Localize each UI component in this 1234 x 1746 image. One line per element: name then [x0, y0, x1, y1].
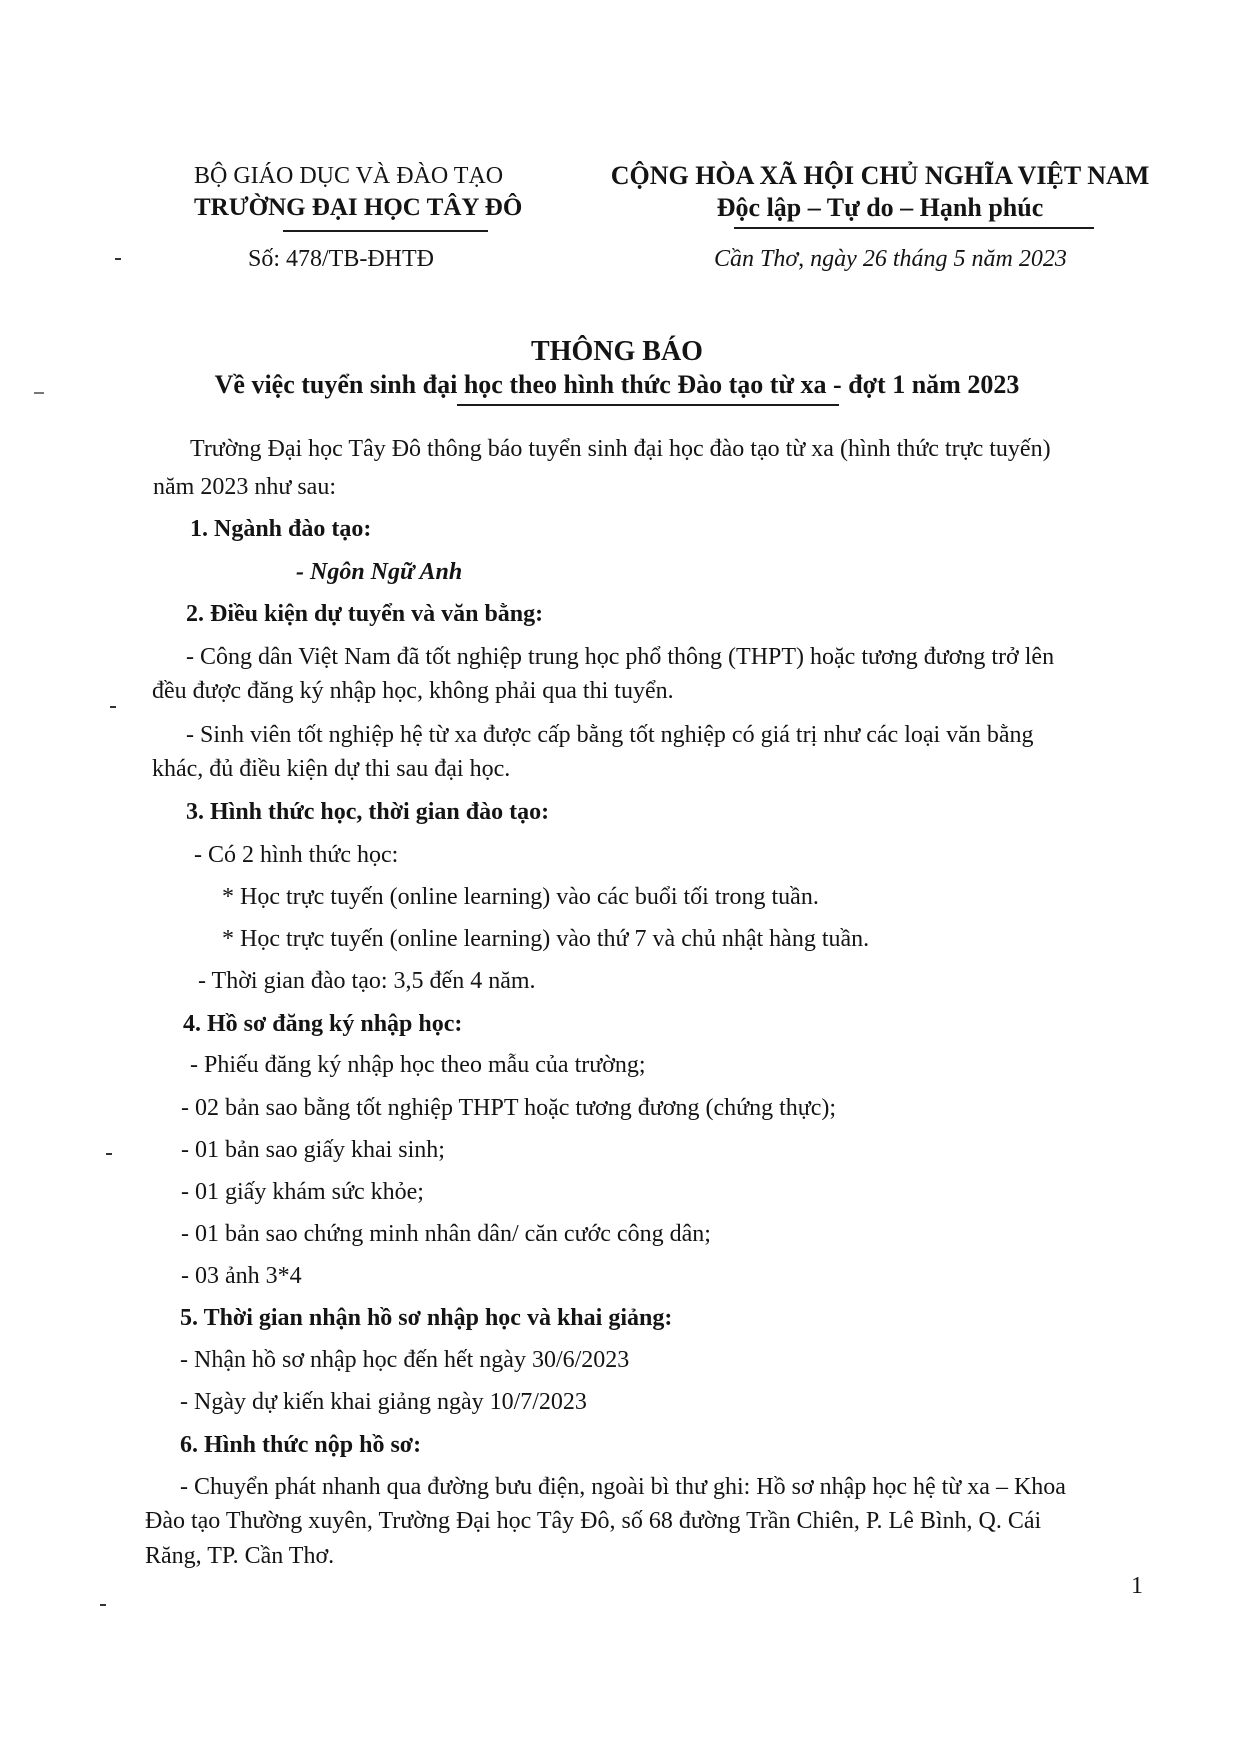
major-item: - Ngôn Ngữ Anh — [296, 559, 463, 585]
s4-item-1: - Phiếu đăng ký nhập học theo mẫu của trường; — [190, 1052, 646, 1078]
s4-item-2: - 02 bản sao bằng tốt nghiệp THPT hoặc tương đương (chứng thực); — [181, 1095, 837, 1121]
s2-para-1-line-2: đều được đăng ký nhập học, không phải qua thi tuyển. — [152, 678, 674, 704]
scan-speck — [115, 258, 121, 260]
section-1-heading: 1. Ngành đào tạo: — [190, 516, 372, 542]
s6-line-2: Đào tạo Thường xuyên, Trường Đại học Tây Đô, số 68 đường Trần Chiên, P. Lê Bình, Q. Cái — [145, 1508, 1042, 1534]
page-number: 1 — [1131, 1573, 1143, 1599]
school-name: TRƯỜNG ĐẠI HỌC TÂY ĐÔ — [194, 194, 523, 221]
scan-speck — [110, 706, 116, 708]
s2-para-1-line-1: - Công dân Việt Nam đã tốt nghiệp trung học phổ thông (THPT) hoặc tương đương trở lên — [186, 644, 1055, 670]
s5-line-2: - Ngày dự kiến khai giảng ngày 10/7/2023 — [180, 1389, 587, 1415]
issuer-underline — [283, 230, 488, 232]
intro-line-1: Trường Đại học Tây Đô thông báo tuyển sinh đại học đào tạo từ xa (hình thức trực tuyến) — [190, 436, 1051, 462]
motto-underline — [734, 227, 1094, 229]
scan-speck — [34, 392, 44, 394]
s3-line-3: * Học trực tuyến (online learning) vào thứ 7 và chủ nhật hàng tuần. — [222, 926, 870, 952]
issuer-block — [194, 160, 574, 224]
s4-item-5: - 01 bản sao chứng minh nhân dân/ căn cước công dân; — [181, 1221, 711, 1247]
s3-line-1: - Có 2 hình thức học: — [194, 842, 399, 868]
document-title: THÔNG BÁO — [531, 336, 703, 367]
s4-item-3: - 01 bản sao giấy khai sinh; — [181, 1137, 445, 1163]
ministry-name: BỘ GIÁO DỤC VÀ ĐÀO TẠO — [194, 163, 504, 189]
intro-line-2: năm 2023 như sau: — [153, 474, 336, 500]
document-subtitle: Về việc tuyển sinh đại học theo hình thức Đào tạo từ xa - đợt 1 năm 2023 — [214, 370, 1020, 399]
s3-line-4: - Thời gian đào tạo: 3,5 đến 4 năm. — [198, 968, 536, 994]
section-4-heading: 4. Hồ sơ đăng ký nhập học: — [183, 1011, 463, 1037]
s4-item-6: - 03 ảnh 3*4 — [181, 1263, 302, 1289]
document-number: Số: 478/TB-ĐHTĐ — [248, 246, 434, 272]
s2-para-2-line-2: khác, đủ điều kiện dự thi sau đại học. — [152, 756, 511, 782]
national-heading — [600, 160, 1160, 224]
scan-speck — [106, 1153, 112, 1155]
section-5-heading: 5. Thời gian nhận hồ sơ nhập học và khai giảng: — [180, 1305, 673, 1331]
section-6-heading: 6. Hình thức nộp hồ sơ: — [180, 1432, 422, 1458]
s6-line-3: Răng, TP. Cần Thơ. — [145, 1543, 335, 1569]
s5-line-1: - Nhận hồ sơ nhập học đến hết ngày 30/6/2023 — [180, 1347, 630, 1373]
s6-line-1: - Chuyển phát nhanh qua đường bưu điện, ngoài bì thư ghi: Hồ sơ nhập học hệ từ xa – Khoa — [180, 1474, 1066, 1500]
republic-name: CỘNG HÒA XÃ HỘI CHỦ NGHĨA VIỆT NAM — [610, 161, 1150, 190]
section-2-heading: 2. Điều kiện dự tuyển và văn bằng: — [186, 601, 544, 627]
document-date: Cần Thơ, ngày 26 tháng 5 năm 2023 — [714, 246, 1067, 272]
s3-line-2: * Học trực tuyến (online learning) vào các buổi tối trong tuần. — [222, 884, 819, 910]
subtitle-underline — [457, 404, 839, 406]
section-3-heading: 3. Hình thức học, thời gian đào tạo: — [186, 799, 550, 825]
s2-para-2-line-1: - Sinh viên tốt nghiệp hệ từ xa được cấp bằng tốt nghiệp có giá trị như các loại văn bằng — [186, 722, 1034, 748]
scan-speck — [100, 1604, 106, 1606]
s4-item-4: - 01 giấy khám sức khỏe; — [181, 1179, 424, 1205]
national-motto: Độc lập – Tự do – Hạnh phúc — [716, 193, 1044, 222]
